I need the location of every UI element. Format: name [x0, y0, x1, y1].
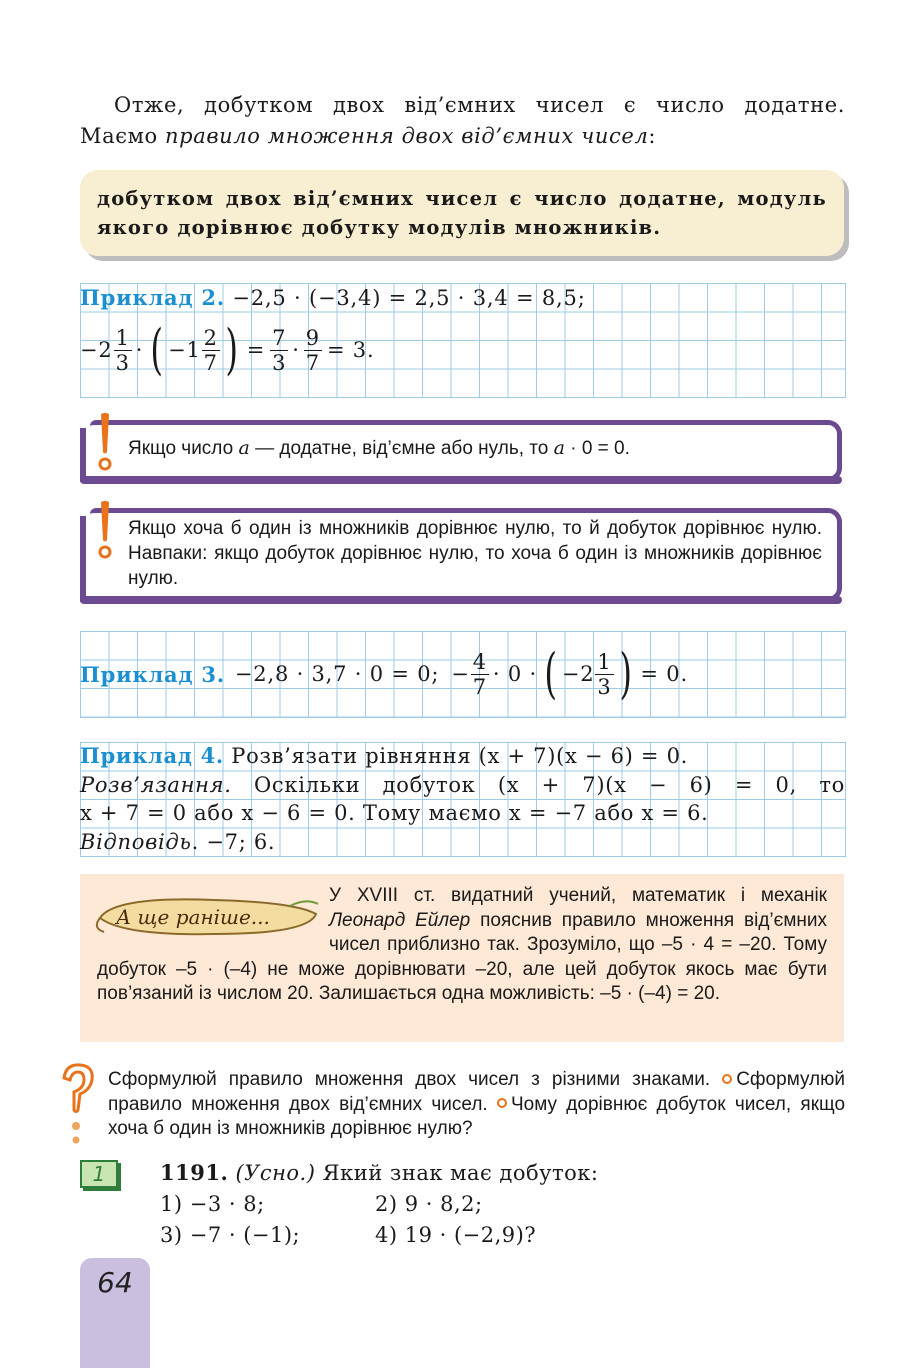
bullet-icon [722, 1074, 732, 1084]
exercise-row-2 [160, 1220, 598, 1251]
fraction-numerator: 7 [272, 325, 287, 350]
solution-label: Розв’язання. [80, 772, 232, 797]
attention-underline [80, 476, 842, 484]
history-text-2: пояснив правило множення від’ємних чисел приблизно так. Зрозуміло, що –5 · 4 = –20. Тому добуток –5 · (–4) не може дорівнювати –20, але цей добуток якось має бути пов’язаний із числом 20. Залишається одна можливість: –5 · (–4) = 20. [97, 909, 827, 1004]
exclamation-icon [96, 412, 114, 474]
fraction-denominator: 7 [305, 350, 320, 375]
self-check-questions [108, 1068, 845, 1142]
attention-underline [80, 596, 842, 604]
example-4-task-line [80, 742, 845, 771]
rule-box [80, 170, 844, 256]
euler-name: Леонард Ейлер [329, 909, 471, 931]
exercise-oral: (Усно.) [235, 1161, 316, 1185]
equals-sign: = [246, 338, 266, 362]
example-4-label: Приклад 4. [80, 743, 224, 768]
fraction-denominator: 7 [203, 350, 218, 375]
history-text [97, 884, 827, 1007]
history-box [80, 874, 844, 1042]
intro-line-2 [80, 121, 845, 152]
attention-bar [80, 428, 86, 482]
fraction-numerator: 9 [305, 325, 320, 350]
dot-operator: · [135, 338, 144, 362]
fraction-denominator: 7 [472, 674, 487, 699]
right-paren: ) [225, 318, 239, 381]
attention-note-1 [80, 420, 842, 482]
note1-post: · 0 = 0. [564, 438, 630, 459]
fraction [114, 326, 132, 375]
exercise-header [160, 1157, 598, 1189]
question-mark-icon [58, 1062, 98, 1150]
dot-operator: · [292, 338, 300, 362]
intro-paragraph [80, 90, 845, 152]
exercise-row-1 [160, 1189, 598, 1220]
fraction-numerator: 1 [115, 325, 130, 350]
example-4-text [80, 742, 845, 856]
question-1: Сформулюй правило множення двох чисел з різними знаками. [108, 1069, 711, 1090]
example-4-task: Розв’язати рівняння (x + 7)(x − 6) = 0. [223, 744, 689, 768]
example-2-panel [80, 283, 846, 398]
example-2-whole-2: −1 [168, 338, 201, 362]
exercise-question: Який знак має добуток: [315, 1161, 599, 1185]
example-2-line-2 [80, 319, 374, 381]
fraction-denominator: 3 [115, 350, 130, 375]
history-text-1: У XVIII ст. видатний учений, математик і механік [329, 885, 827, 906]
exercise-item: 2) 9 · 8,2; [375, 1192, 483, 1216]
answer-text: . −7; 6. [191, 829, 276, 854]
bullet-icon [497, 1098, 507, 1108]
right-paren: ) [618, 642, 633, 705]
answer-label: Відповідь [80, 829, 192, 854]
exclamation-icon [96, 500, 114, 562]
fraction [270, 326, 288, 375]
rule-text: добутком двох від’ємних чисел є число додатне, модуль якого дорівнює добутку модулів множників. [97, 187, 827, 239]
attention-note-2-text: Якщо хоча б один із множників дорівнює нулю, то й добуток дорівнює нулю. Навпаки: якщо добуток дорівнює нулю, то хоча б один із множників дорівнює нулю. [128, 518, 822, 589]
left-paren: ( [544, 642, 558, 705]
example-3-panel [80, 631, 846, 718]
fraction [304, 326, 322, 375]
variable-a: a [238, 437, 250, 459]
exercise-item: 4) 19 · (−2,9)? [375, 1223, 537, 1247]
exercise-number: 1191. [160, 1160, 229, 1185]
fraction-numerator: 2 [203, 325, 218, 350]
fraction [202, 326, 220, 375]
attention-bar [80, 516, 86, 602]
example-2-result: = 3. [326, 338, 375, 362]
note1-mid: — додатне, від’ємне або нуль, то [249, 438, 554, 459]
example-2-label: Приклад 2. [80, 285, 225, 310]
solution-text-1: Оскільки добуток (x + 7)(x − 6) = 0, то [231, 772, 845, 797]
variable-a: a [553, 437, 565, 459]
rule-name: правило множення двох від’ємних чисел [165, 124, 649, 148]
example-3-expression: −2,8 · 3,7 · 0 = 0; [234, 662, 440, 686]
fraction-denominator: 3 [597, 674, 612, 699]
attention-note-1-text [128, 436, 822, 461]
example-3-line [80, 641, 688, 707]
exercise-item: 1) −3 · 8; [160, 1192, 265, 1216]
question-3: Чому дорівнює добуток чисел, якщо хоча б один із множників дорівнює нулю? [108, 1093, 846, 1139]
intro-line-2-prefix: Маємо [80, 124, 166, 148]
attention-note-2 [80, 508, 842, 602]
example-3-label: Приклад 3. [80, 661, 225, 687]
example-4-answer-line [80, 828, 845, 857]
fraction-numerator: 4 [472, 649, 487, 674]
example-4-solution-line-2: x + 7 = 0 або x − 6 = 0. Тому маємо x = −7 або x = 6. [80, 801, 709, 825]
fraction-denominator: 3 [272, 350, 287, 375]
example-3-middle: · 0 · [492, 662, 537, 686]
page-number-tab [80, 1258, 150, 1368]
intro-line-2-suffix: : [648, 124, 657, 148]
history-banner-text: А ще раніше... [116, 905, 270, 929]
fraction [471, 650, 489, 699]
example-2-whole-1: −2 [80, 338, 113, 362]
example-4-panel [80, 742, 846, 857]
exercise-1191 [160, 1157, 598, 1251]
fraction [595, 650, 613, 699]
fraction-numerator: 1 [597, 649, 612, 674]
example-2-expression: −2,5 · (−3,4) = 2,5 · 3,4 = 8,5; [232, 286, 586, 310]
example-3-whole: −2 [561, 662, 595, 686]
example-4-solution-line-1 [80, 771, 845, 800]
exercise-item: 3) −7 · (−1); [160, 1223, 301, 1247]
page-number: 64 [97, 1266, 133, 1299]
level-badge-icon: 1 [80, 1160, 118, 1188]
question-2: Сформулюй правило множення двох від’ємних чисел. [108, 1069, 845, 1115]
example-3-result: = 0. [640, 662, 688, 686]
intro-line-1: Отже, добутком двох від’ємних чисел є число додатне. [114, 93, 845, 117]
minus-sign: − [451, 662, 470, 686]
example-2-line-1 [80, 283, 586, 313]
banner-space [97, 884, 329, 956]
left-paren: ( [150, 318, 164, 381]
note1-pre: Якщо число [128, 438, 239, 459]
